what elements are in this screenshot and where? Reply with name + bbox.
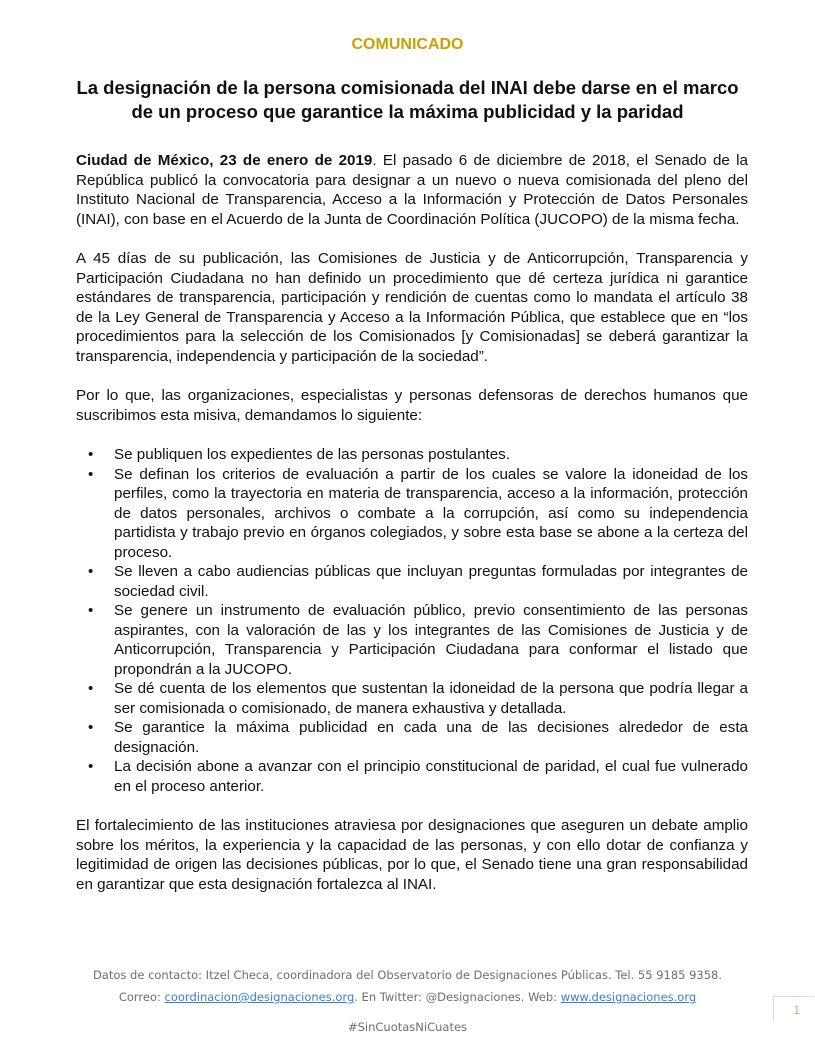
contact-footer [0, 964, 815, 1008]
list-item-text: Se definan los criterios de evaluación a partir de los cuales se valore la idoneidad de los perfiles, como la trayectoria en materia de transparencia, acceso a la información, protección de datos personales, archivos o combate a la corrupción, así como su independencia partidista y trabajo previo en órganos colegiados, y sobre esta base se abone a la certeza del proceso. [114, 465, 748, 561]
list-item [76, 679, 748, 718]
list-item [76, 562, 748, 601]
list-item-text: Se genere un instrumento de evaluación público, previo consentimiento de las personas aspirantes, con la valoración de las y los integrantes de las Comisiones de Justicia y de Anticorrupción, Transparencia y Participación Ciudadana para conformar el listado que propondrán a la JUCOPO. [114, 602, 748, 678]
paragraph-4: El fortalecimiento de las instituciones atraviesa por designaciones que aseguren un debate amplio sobre los méritos, la experiencia y la capacidad de las personas, y con ello dotar de confianza y legitimidad de origen las decisiones públicas, por lo que, el Senado tiene una gran responsabilidad en garantizar que esta designación fortalezca al INAI. [76, 817, 748, 893]
bullet-icon: • [88, 602, 94, 619]
bullet-icon: • [88, 465, 94, 483]
list-item-text: Se garantice la máxima publicidad en cada una de las decisiones alrededor de esta designación. [114, 719, 748, 756]
page-number: 1 [793, 1003, 800, 1017]
page-number-box [773, 996, 814, 1021]
hashtag: #SinCuotasNiCuates [347, 1020, 468, 1034]
list-item-text: Se publiquen los expedientes de las personas postulantes. [114, 446, 510, 463]
contact-line: Datos de contacto: Itzel Checa, coordinadora del Observatorio de Designaciones Públicas. Tel. 55 9185 9358. [92, 968, 723, 982]
list-item [76, 465, 748, 563]
bullet-icon: • [88, 563, 94, 580]
dateline: Ciudad de México, 23 de enero de 2019 [76, 152, 373, 169]
list-item [76, 445, 748, 465]
website-link[interactable]: www.designaciones.org [560, 990, 697, 1004]
email-link[interactable]: coordinacion@designaciones.org [164, 990, 355, 1004]
paragraph-1-text: . El pasado 6 de diciembre de 2018, el Senado de la República publicó la convocatoria para designar a un nuevo o nueva comisionada del pleno del Instituto Nacional de Transparencia, Acceso a la Información y Protección de Datos Personales (INAI), con base en el Acuerdo de la Junta de Coordinación Política (JUCOPO) de la misma fecha. [76, 152, 748, 228]
document-body [76, 151, 748, 914]
paragraph-3: Por lo que, las organizaciones, especialistas y personas defensoras de derechos humanos que suscribimos esta misiva, demandamos lo siguiente: [76, 387, 748, 424]
list-item [76, 757, 748, 796]
demands-list [76, 445, 748, 796]
bullet-icon: • [88, 680, 94, 697]
list-item [76, 601, 748, 679]
twitter-text: . En Twitter: @Designaciones. Web: [354, 990, 561, 1004]
email-prefix: Correo: [118, 990, 165, 1004]
paragraph-1 [76, 151, 748, 229]
document-label: COMUNICADO [351, 36, 464, 53]
list-item-text: La decisión abone a avanzar con el principio constitucional de paridad, el cual fue vulnerado en el proceso anterior. [114, 758, 748, 795]
bullet-icon: • [88, 446, 94, 463]
paragraph-2: A 45 días de su publicación, las Comisiones de Justicia y de Anticorrupción, Transparencia y Participación Ciudadana no han definido un procedimiento que dé certeza jurídica ni garantice estándares de transparencia, participación y rendición de cuentas como lo mandata el artículo 38 de la Ley General de Transparencia y Acceso a la Información Pública, que establece que en “los procedimientos para la selección de los Comisionados [y Comisionadas] se deberá garantizar la transparencia, independencia y participación de la sociedad”. [76, 250, 748, 365]
document-title [60, 76, 755, 124]
list-item-text: Se lleven a cabo audiencias públicas que incluyan preguntas formuladas por integrantes de sociedad civil. [114, 563, 748, 600]
contact-links-line [0, 986, 815, 1008]
list-item [76, 718, 748, 757]
title-line-2: de un proceso que garantice la máxima publicidad y la paridad [131, 101, 684, 122]
bullet-icon: • [88, 719, 94, 736]
list-item-text: Se dé cuenta de los elementos que sustentan la idoneidad de la persona que podría llegar a ser comisionada o comisionado, de manera exhaustiva y detallada. [114, 680, 748, 717]
title-line-1: La designación de la persona comisionada del INAI debe darse en el marco [76, 77, 739, 98]
bullet-icon: • [88, 758, 94, 775]
